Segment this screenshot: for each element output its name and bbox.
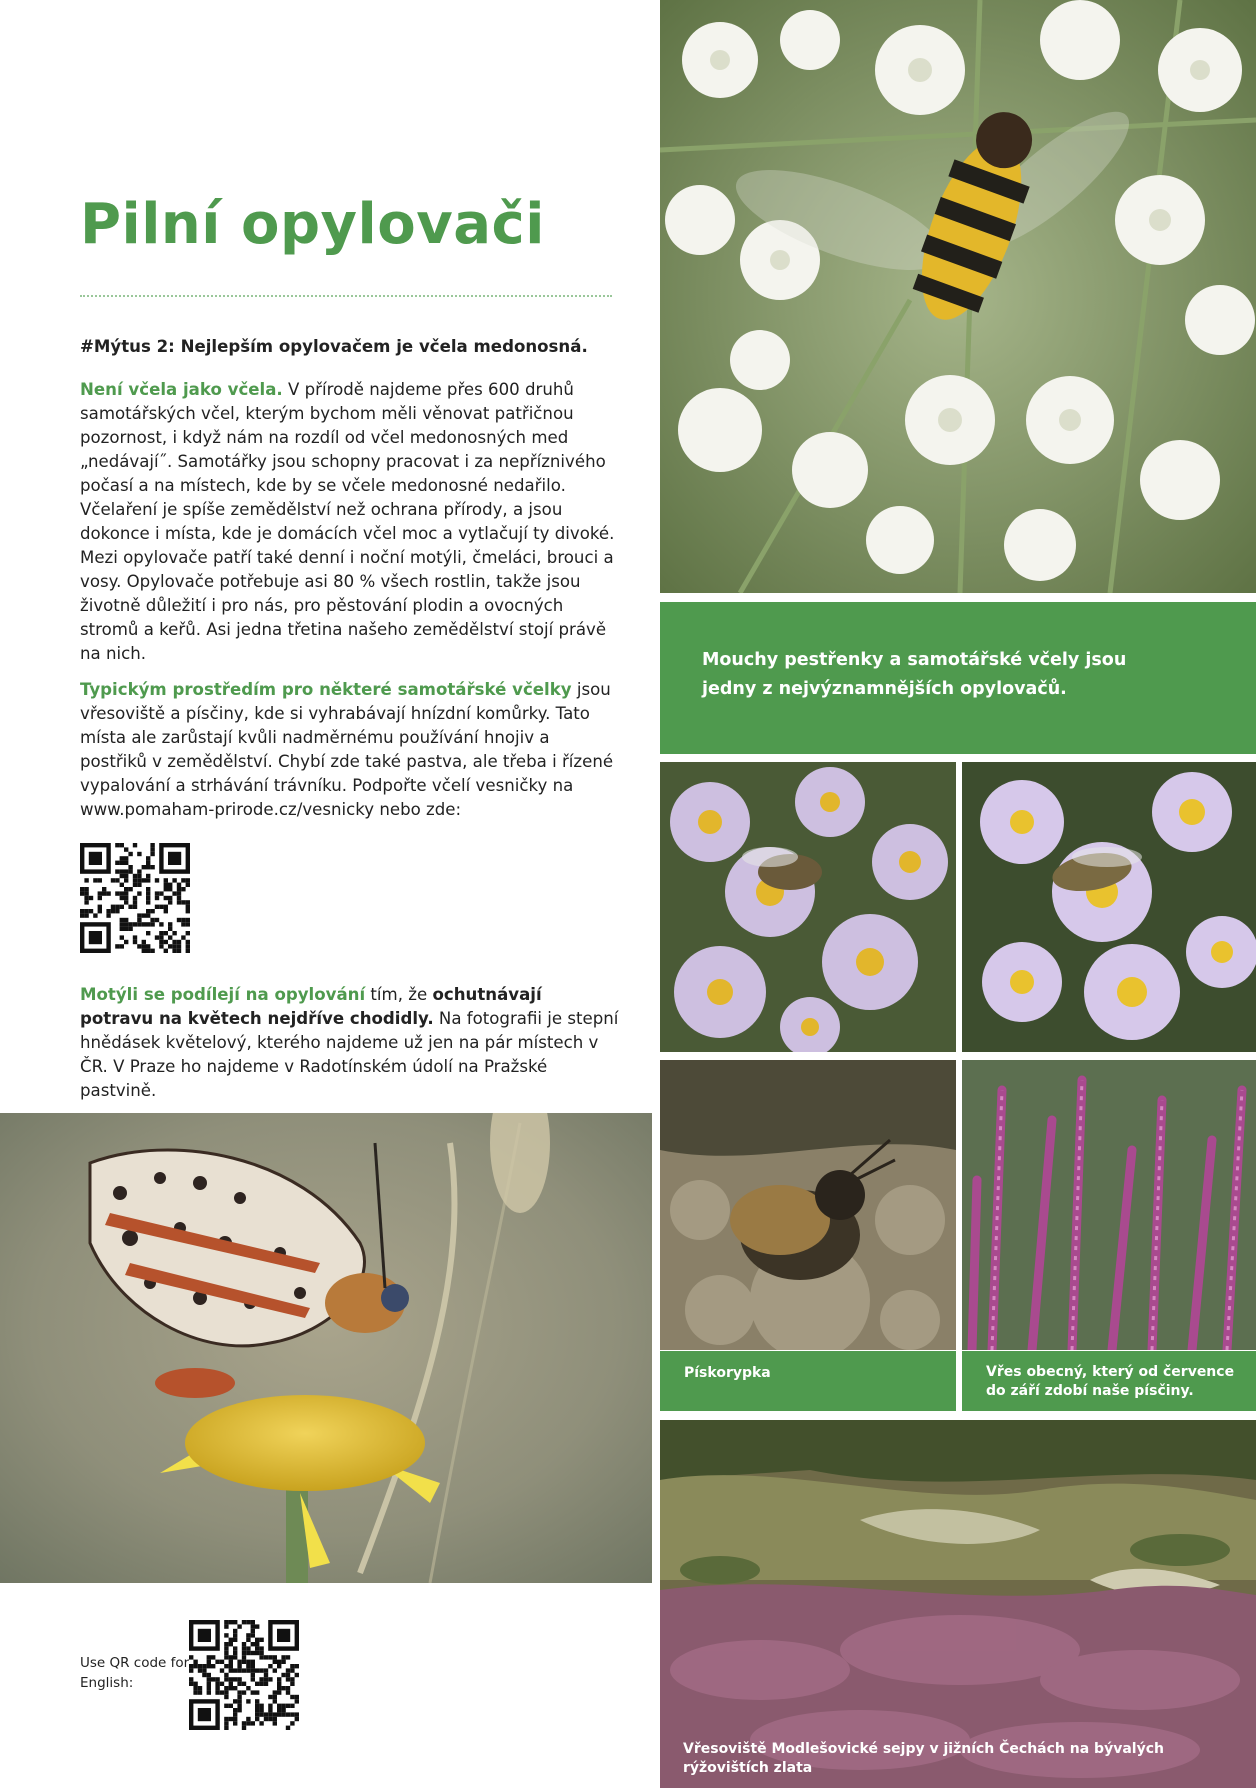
paragraph-text: jsou vřesoviště a písčiny, kde si vyhrabávají hnízdní komůrky. Tato místa ale zarůstají kvůli nadměrnému používání hnojiv a postřiků v zemědělství. Chybí zde také pastva, ale třeba i řízené vypalování a strhávání trávníku. Podpořte včelí vesničky na www.pomaham-prirode.cz/vesnicky nebo zde: [80,680,614,819]
photo-hoverfly [660,0,1256,593]
photo-bee-on-aster-2 [962,762,1256,1052]
caption-bee-panel [660,1351,956,1411]
paragraph-butterflies [80,983,620,1103]
paragraph-text: tím, že [365,985,433,1004]
paragraph-text: V přírodě najdeme přes 600 druhů samotářských včel, kterým bychom měli věnovat patřičnou pozornost, i když nám na rozdíl od včel medonosných med „nedávají˝. Samotářky jsou schopny pracovat i za nepříznivého počasí a na místech, kde by se včele medonosné nedařilo. Včelaření je spíše zemědělství než ochrana přírody, a jsou dokonce i místa, kde je domácích včel moc a vytlačují ty divoké. Mezi opylovače patří také denní i noční motýli, čmeláci, brouci a vosy. Opylovače potřebuje asi 80 % všech rostlin, takže jsou životně důležití i pro nás, pro pěstování plodin a ovocných stromů a keřů. Asi jedna třetina našeho zemědělství stojí právě na nich. [80,380,615,663]
paragraph-bold: ochutnávají potravu na květech nejdříve chodidly. [80,985,542,1028]
page-title: Pilní opylovači [80,192,545,257]
paragraph-lead: Motýli se podílejí na opylování [80,985,366,1004]
qr-english-label: Use QR code for English: [80,1655,190,1691]
caption-heathland: Vřesoviště Modlešovické sejpy v jižních Čechách na bývalých rýžovištích zlata [683,1741,1164,1776]
dotted-divider [80,295,612,297]
paragraph-lead: Typickým prostředím pro některé samotářské včelky [80,680,572,699]
caption-hoverfly: Mouchy pestřenky a samotářské včely jsou jedny z nejvýznamnějších opylovačů. [702,650,1127,699]
caption-hoverfly-panel [660,602,1256,754]
qr-code-english[interactable] [189,1620,299,1730]
paragraph-habitat [80,678,620,822]
paragraph-lead: Není včela jako včela. [80,380,283,399]
caption-heather: Vřes obecný, který od července do září zdobí naše písčiny. [986,1364,1235,1399]
photo-butterfly [0,1113,652,1583]
qr-code-bee-villages[interactable] [80,843,190,953]
myth-heading: #Mýtus 2: Nejlepším opylovačem je včela medonosná. [80,337,588,356]
paragraph-text: Na fotografii je stepní hnědásek květelový, kterého najdeme už jen na pár místech v ČR. V Praze ho najdeme v Radotínském údolí na Pražské pastvině. [80,1009,619,1100]
photo-mining-bee [660,1060,956,1350]
caption-heather-panel [962,1351,1256,1411]
photo-bee-on-aster-1 [660,762,956,1052]
paragraph-solitary-bees [80,378,620,666]
photo-heathland [660,1420,1256,1788]
photo-heather [962,1060,1256,1350]
caption-bee: Pískorypka [684,1365,771,1381]
